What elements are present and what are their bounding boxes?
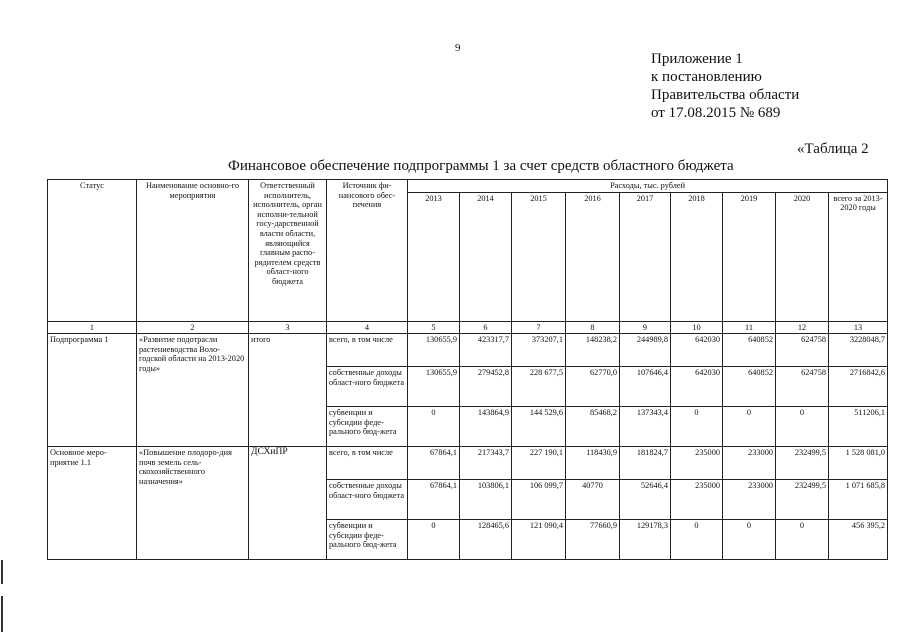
scan-margin-mark — [1, 560, 3, 584]
column-number: 4 — [327, 321, 408, 334]
value-cell: 235000 — [671, 447, 723, 480]
row-name: «Развитие подотрасли растениеводства Воло-годской области на 2013-2020 годы» — [137, 334, 249, 447]
value-cell: 1 528 081,0 — [829, 447, 888, 480]
header-year: 2020 — [776, 192, 829, 321]
value-cell: 0 — [408, 407, 460, 447]
value-cell: 217343,7 — [460, 447, 512, 480]
value-cell: 67864,1 — [408, 480, 460, 520]
header-total: всего за 2013-2020 годы — [829, 192, 888, 321]
page-number: 9 — [455, 42, 461, 54]
header-name: Наименование основно-го мероприятия — [137, 180, 249, 322]
value-cell: 232499,5 — [776, 447, 829, 480]
value-cell: 148238,2 — [566, 334, 620, 367]
header-expenses: Расходы, тыс. рублей — [408, 180, 888, 193]
header-source: Источник фи-нансового обес-печения — [327, 180, 408, 322]
column-number: 5 — [408, 321, 460, 334]
value-cell: 640852 — [723, 367, 776, 407]
table-row — [48, 447, 888, 480]
column-number: 10 — [671, 321, 723, 334]
header-year: 2015 — [512, 192, 566, 321]
header-status: Статус — [48, 180, 137, 322]
value-cell: 85468,2 — [566, 407, 620, 447]
value-cell: 456 395,2 — [829, 520, 888, 560]
value-cell: 62770,0 — [566, 367, 620, 407]
appendix-line: к постановлению — [651, 69, 762, 85]
row-source: собственные доходы област-ного бюджета — [327, 480, 408, 520]
value-cell: 228 677,5 — [512, 367, 566, 407]
value-cell: 624758 — [776, 334, 829, 367]
value-cell: 181824,7 — [620, 447, 671, 480]
value-cell: 0 — [776, 520, 829, 560]
appendix-block — [651, 50, 799, 122]
row-source: всего, в том числе — [327, 447, 408, 480]
header-year: 2016 — [566, 192, 620, 321]
header-year: 2013 — [408, 192, 460, 321]
value-cell: 0 — [408, 520, 460, 560]
value-cell: 130655,9 — [408, 367, 460, 407]
header-year: 2019 — [723, 192, 776, 321]
value-cell: 121 090,4 — [512, 520, 566, 560]
column-number: 7 — [512, 321, 566, 334]
row-source: собственные доходы област-ного бюджета — [327, 367, 408, 407]
value-cell: 129178,3 — [620, 520, 671, 560]
value-cell: 3228048,7 — [829, 334, 888, 367]
value-cell: 640852 — [723, 334, 776, 367]
column-number: 6 — [460, 321, 512, 334]
value-cell: 107646,4 — [620, 367, 671, 407]
value-cell: 0 — [723, 407, 776, 447]
table-row — [48, 334, 888, 367]
value-cell: 137343,4 — [620, 407, 671, 447]
value-cell: 642030 — [671, 367, 723, 407]
value-cell: 103806,1 — [460, 480, 512, 520]
value-cell: 118430,9 — [566, 447, 620, 480]
row-status: Основное меро-приятие 1.1 — [48, 447, 137, 560]
value-cell: 1 071 685,8 — [829, 480, 888, 520]
value-cell: 67864,1 — [408, 447, 460, 480]
value-cell: 227 190,1 — [512, 447, 566, 480]
value-cell: 40770 — [566, 480, 620, 520]
table-title: Финансовое обеспечение подпрограммы 1 за счет средств областного бюджета — [228, 158, 734, 174]
scan-margin-mark — [1, 596, 3, 632]
column-number: 11 — [723, 321, 776, 334]
header-responsible: Ответственный исполнитель, исполнитель, орган исполни-тельной госу-дарственной власти области, являющийся главным распо-рядителем средств област-ного бюджета — [249, 180, 327, 322]
row-responsible: ДСХиПР — [249, 447, 327, 560]
header-year: 2017 — [620, 192, 671, 321]
value-cell: 511206,1 — [829, 407, 888, 447]
value-cell: 0 — [671, 520, 723, 560]
column-number: 3 — [249, 321, 327, 334]
value-cell: 144 529,6 — [512, 407, 566, 447]
row-source: субвенции и субсидии феде-рального бюд-жета — [327, 520, 408, 560]
value-cell: 0 — [671, 407, 723, 447]
finance-table — [47, 179, 888, 560]
value-cell: 423317,7 — [460, 334, 512, 367]
column-number-row — [48, 321, 888, 334]
header-year: 2018 — [671, 192, 723, 321]
value-cell: 128465,6 — [460, 520, 512, 560]
value-cell: 232499,5 — [776, 480, 829, 520]
column-number: 2 — [137, 321, 249, 334]
column-number: 1 — [48, 321, 137, 334]
value-cell: 279452,8 — [460, 367, 512, 407]
value-cell: 233000 — [723, 447, 776, 480]
row-status: Подпрограмма 1 — [48, 334, 137, 447]
value-cell: 52646,4 — [620, 480, 671, 520]
row-name: «Повышение плодоро-дия почв земель сель-скохозяйственного назначения» — [137, 447, 249, 560]
value-cell: 235000 — [671, 480, 723, 520]
row-source: всего, в том числе — [327, 334, 408, 367]
value-cell: 77660,9 — [566, 520, 620, 560]
column-number: 12 — [776, 321, 829, 334]
column-number: 9 — [620, 321, 671, 334]
value-cell: 373207,1 — [512, 334, 566, 367]
value-cell: 233000 — [723, 480, 776, 520]
value-cell: 130655,9 — [408, 334, 460, 367]
value-cell: 0 — [723, 520, 776, 560]
table-label: «Таблица 2 — [797, 141, 869, 157]
appendix-line: Правительства области — [651, 87, 800, 103]
value-cell: 624758 — [776, 367, 829, 407]
row-responsible: итого — [249, 334, 327, 447]
row-source: субвенции и субсидии феде-рального бюд-жета — [327, 407, 408, 447]
appendix-line: от 17.08.2015 № 689 — [651, 105, 781, 121]
value-cell: 143864,9 — [460, 407, 512, 447]
value-cell: 0 — [776, 407, 829, 447]
column-number: 13 — [829, 321, 888, 334]
value-cell: 2716842,6 — [829, 367, 888, 407]
column-number: 8 — [566, 321, 620, 334]
value-cell: 244989,8 — [620, 334, 671, 367]
value-cell: 642030 — [671, 334, 723, 367]
appendix-line: Приложение 1 — [651, 51, 743, 67]
header-year: 2014 — [460, 192, 512, 321]
value-cell: 106 099,7 — [512, 480, 566, 520]
